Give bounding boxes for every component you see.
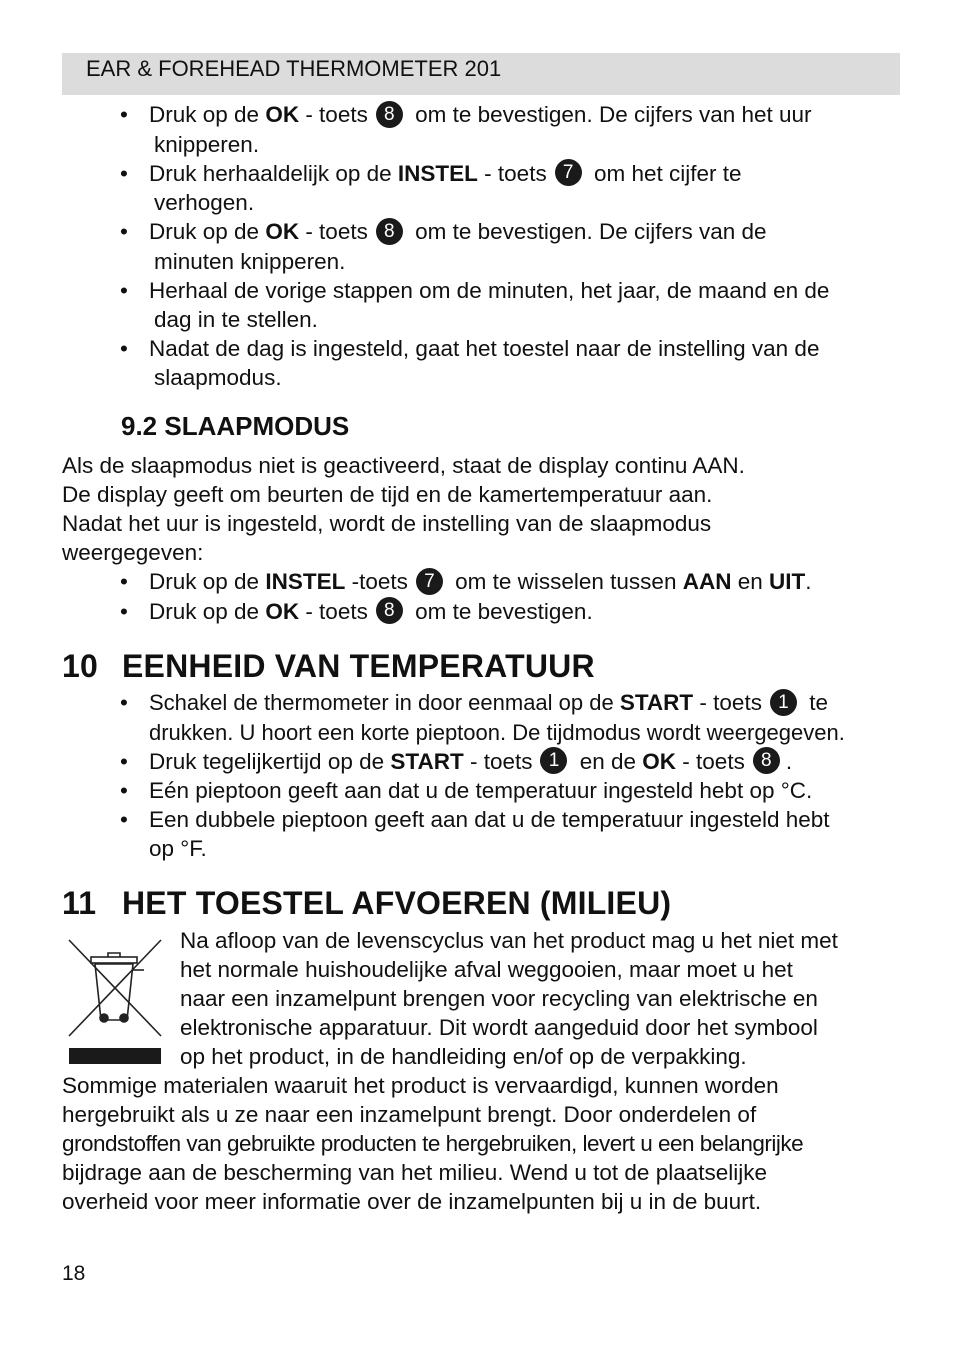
- weee-crossed-bin-icon: [64, 934, 164, 1068]
- ok-key-8-icon: 8: [376, 597, 403, 624]
- list-item: • Schakel de thermometer in door eenmaal op de START - toets 1 te drukken. U hoort een korte pieptoon. De tijdmodus wordt weergegeven.: [120, 690, 845, 745]
- section-heading-9-2: 9.2 SLAAPMODUS: [121, 411, 350, 441]
- list-item: • Druk herhaaldelijk op de INSTEL - toets 7 om het cijfer te verhogen.: [120, 160, 742, 216]
- instel-key-7-icon: 7: [416, 568, 443, 595]
- list-item: • Druk op de OK - toets 8 om te bevestigen.: [120, 598, 593, 624]
- disposal-wrap-paragraph: Na afloop van de levenscyclus van het product mag u het niet met het normale huishoudelijke afval weggooien, maar moet u het naar een inzamelpunt brengen voor recycling van elektrische en elektronische apparatuur. Dit wordt aangeduid door het symbool op het product, in de handleiding en/of op de verpakking.: [180, 928, 838, 1069]
- section-heading-11: 11 HET TOESTEL AFVOEREN (MILIEU): [62, 885, 672, 921]
- ok-key-8-icon: 8: [376, 101, 403, 128]
- header-title: EAR & FOREHEAD THERMOMETER 201: [86, 56, 502, 81]
- list-item: • Nadat de dag is ingesteld, gaat het toestel naar de instelling van de slaapmodus.: [120, 335, 820, 390]
- list-item: • Druk tegelijkertijd op de START - toets 1 en de OK - toets 8 .: [120, 748, 793, 774]
- clock-setting-steps: [120, 100, 910, 392]
- list-item: • Eén pieptoon geeft aan dat u de temperatuur ingesteld hebt op °C.: [120, 778, 813, 804]
- start-key-1-icon: 1: [540, 747, 567, 774]
- running-header: [62, 53, 900, 95]
- ok-key-8-icon: 8: [753, 747, 780, 774]
- section-heading-10: 10 EENHEID VAN TEMPERATUUR: [62, 648, 595, 684]
- list-item: • Druk op de OK - toets 8 om te bevestigen. De cijfers van de minuten knipperen.: [120, 219, 767, 274]
- list-item: • Herhaal de vorige stappen om de minuten, het jaar, de maand en de dag in te stellen.: [120, 277, 830, 332]
- list-item: • Druk op de INSTEL -toets 7 om te wisselen tussen AAN en UIT.: [120, 569, 812, 594]
- ok-key-8-icon: 8: [376, 218, 403, 245]
- temperature-unit-steps: [120, 688, 920, 863]
- page-number: 18: [62, 1262, 86, 1285]
- sleep-mode-paragraph: Als de slaapmodus niet is geactiveerd, staat de display continu AAN. De display geeft om beurten de tijd en de kamertemperatuur aan. Nadat het uur is ingesteld, wordt de instelling van de slaapmodus weergegeven:: [62, 453, 745, 565]
- instel-key-7-icon: 7: [555, 159, 582, 186]
- start-key-1-icon: 1: [770, 689, 797, 716]
- sleep-mode-steps: [120, 567, 910, 626]
- disposal-paragraph: Sommige materialen waaruit het product is vervaardigd, kunnen worden hergebruikt als u ze naar een inzamelpunt brengt. Door onderdelen of grondstoffen van gebruikte producten te hergebruiken, levert u een belangrijke bijdrage aan de bescherming van het milieu. Wend u tot de plaatselijke overheid voor meer informatie over de inzamelpunten bij u in de buurt.: [62, 1073, 804, 1214]
- list-item: • Druk op de OK - toets 8 om te bevestigen. De cijfers van het uur knipperen.: [120, 102, 812, 157]
- list-item: • Een dubbele pieptoon geeft aan dat u de temperatuur ingesteld hebt op °F.: [120, 807, 830, 862]
